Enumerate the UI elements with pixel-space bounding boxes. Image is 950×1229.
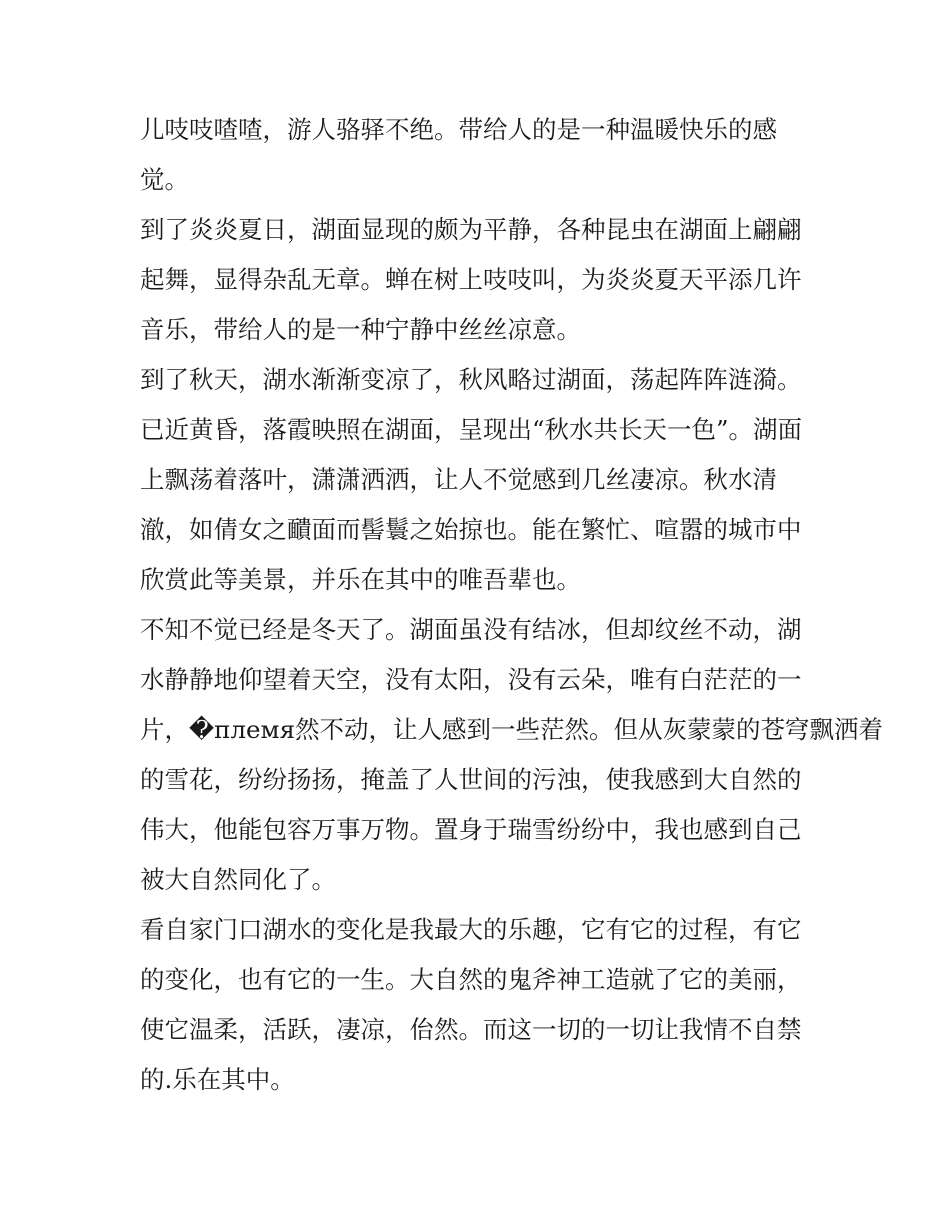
text-line: 上飘荡着落叶，潇潇洒洒，让人不觉感到几丝凄凉。秋水清 [140, 465, 777, 494]
text-line: 觉。 [140, 165, 189, 194]
text-line: 的.乐在其中。 [140, 1065, 295, 1094]
text-line: 被大自然同化了。 [140, 865, 336, 894]
text-line: 使它温柔，活跃，凄凉，佁然。而这一切的一切让我情不自禁 [140, 1015, 802, 1044]
text-line: 伟大，他能包容万事万物。置身于瑞雪纷纷中，我也感到自己 [140, 815, 802, 844]
text-line: 片，�племя然不动，让人感到一些茫然。但从灰蒙蒙的苍穹飘洒着 [140, 715, 884, 744]
text-line: 看自家门口湖水的变化是我最大的乐趣，它有它的过程，有它 [140, 915, 802, 944]
text-line: 不知不觉已经是冬天了。湖面虽没有结冰，但却纹丝不动，湖 [140, 615, 802, 644]
text-line: 儿吱吱喳喳，游人骆驿不绝。带给人的是一种温暖快乐的感 [140, 115, 777, 144]
text-line: 已近黄昏，落霞映照在湖面，呈现出“秋水共长天一色”。湖面 [140, 415, 803, 444]
text-line: 到了秋天，湖水渐渐变凉了，秋风略过湖面，荡起阵阵涟漪。 [140, 365, 802, 394]
text-line: 音乐，带给人的是一种宁静中丝丝凉意。 [140, 315, 581, 344]
text-line: 欣赏此等美景，并乐在其中的唯吾辈也。 [140, 565, 581, 594]
text-line: 的变化，也有它的一生。大自然的鬼斧神工造就了它的美丽， [140, 965, 802, 994]
text-line: 起舞，显得杂乱无章。蝉在树上吱吱叫，为炎炎夏天平添几许 [140, 265, 802, 294]
text-line: 到了炎炎夏日，湖面显现的颇为平静，各种昆虫在湖面上翩翩 [140, 215, 802, 244]
text-line: 澈，如倩女之靧面而髻鬟之始掠也。能在繁忙、喧嚣的城市中 [140, 515, 802, 544]
text-line: 的雪花，纷纷扬扬，掩盖了人世间的污浊，使我感到大自然的 [140, 765, 802, 794]
text-line: 水静静地仰望着天空，没有太阳，没有云朵，唯有白茫茫的一 [140, 665, 802, 694]
